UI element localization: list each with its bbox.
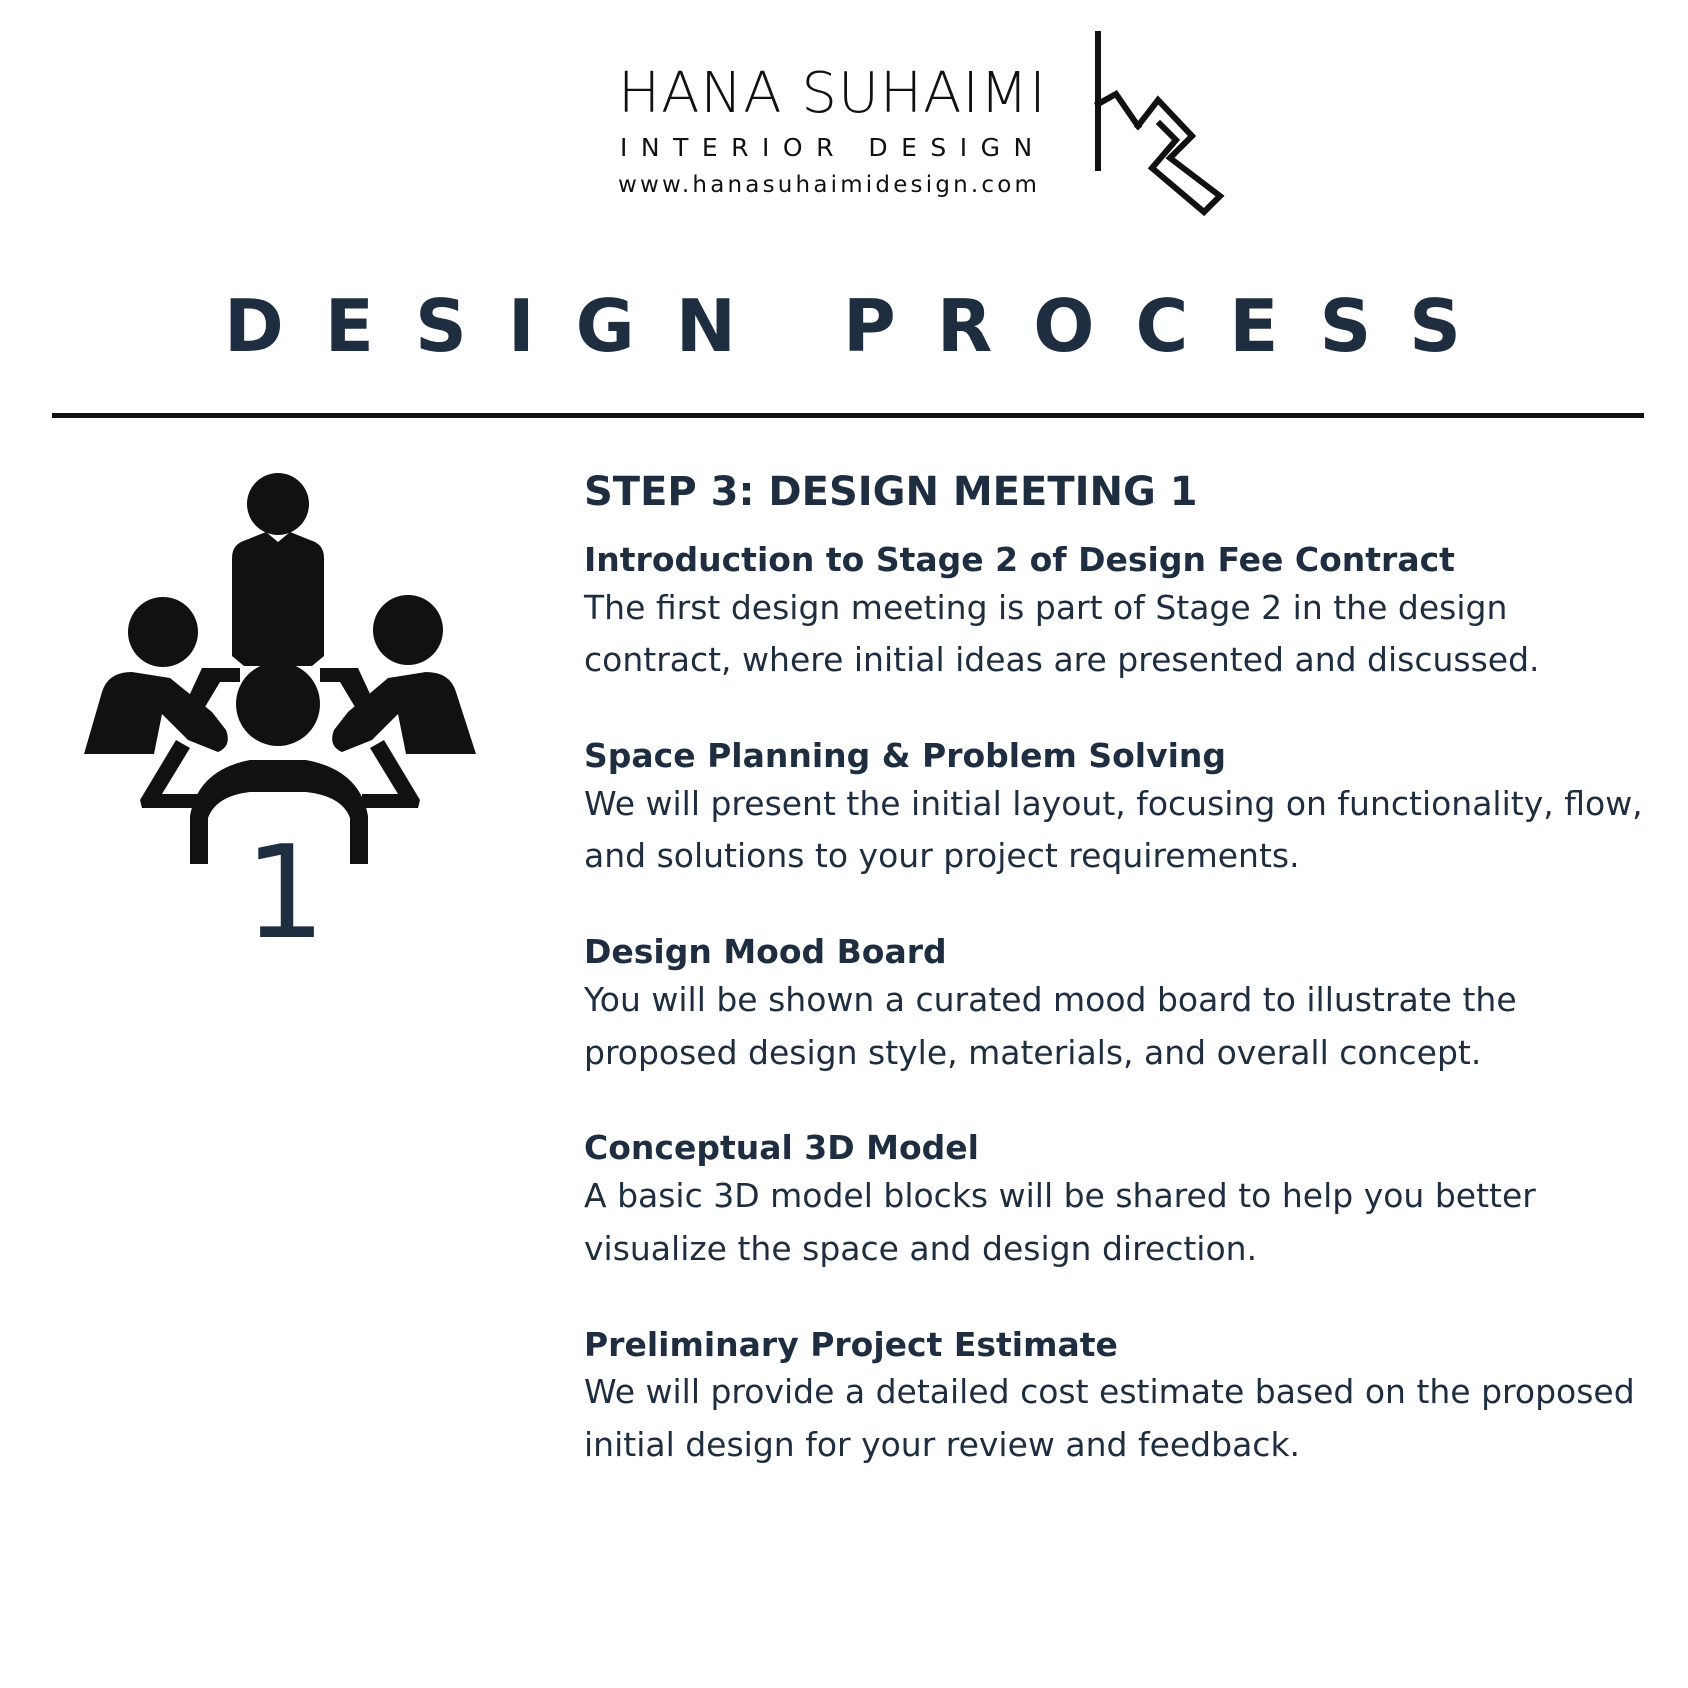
section-mood-board xyxy=(584,930,1644,1079)
section-body: A basic 3D model blocks will be shared to help you better visualize the space and design direction. xyxy=(584,1175,1536,1268)
section-introduction xyxy=(584,538,1644,687)
section-heading: Design Mood Board xyxy=(584,932,947,972)
step-number: 1 xyxy=(244,819,326,968)
section-heading: Space Planning & Problem Solving xyxy=(584,736,1227,776)
content xyxy=(584,468,1644,1519)
step-heading: STEP 3: DESIGN MEETING 1 xyxy=(584,469,1198,515)
brand-url: www.hanasuhaimidesign.com xyxy=(618,172,1041,198)
page-title: DESIGN PROCESS xyxy=(224,284,1502,368)
section-estimate xyxy=(584,1323,1644,1472)
section-body: We will present the initial layout, focusing on functionality, flow, and solutions to your project requirements. xyxy=(584,783,1643,876)
section-body: You will be shown a curated mood board to illustrate the proposed design style, materials, and overall concept. xyxy=(584,979,1517,1072)
meeting-icon xyxy=(80,470,480,870)
section-heading: Introduction to Stage 2 of Design Fee Contract xyxy=(584,540,1455,579)
brand-subtitle: INTERIOR DESIGN xyxy=(620,133,1046,162)
section-3d-model xyxy=(584,1126,1644,1275)
section-heading: Preliminary Project Estimate xyxy=(584,1324,1118,1364)
section-space-planning xyxy=(584,734,1644,883)
section-body: We will provide a detailed cost estimate based on the proposed initial design for your review and feedback. xyxy=(584,1372,1635,1464)
hs-monogram-logo xyxy=(1088,28,1228,218)
title-divider xyxy=(52,413,1644,418)
section-heading: Conceptual 3D Model xyxy=(584,1128,979,1168)
section-body: The first design meeting is part of Stage 2 in the design contract, where initial ideas are presented and discussed. xyxy=(584,587,1540,680)
brand-name: HANA SUHAIMI xyxy=(618,61,1047,126)
